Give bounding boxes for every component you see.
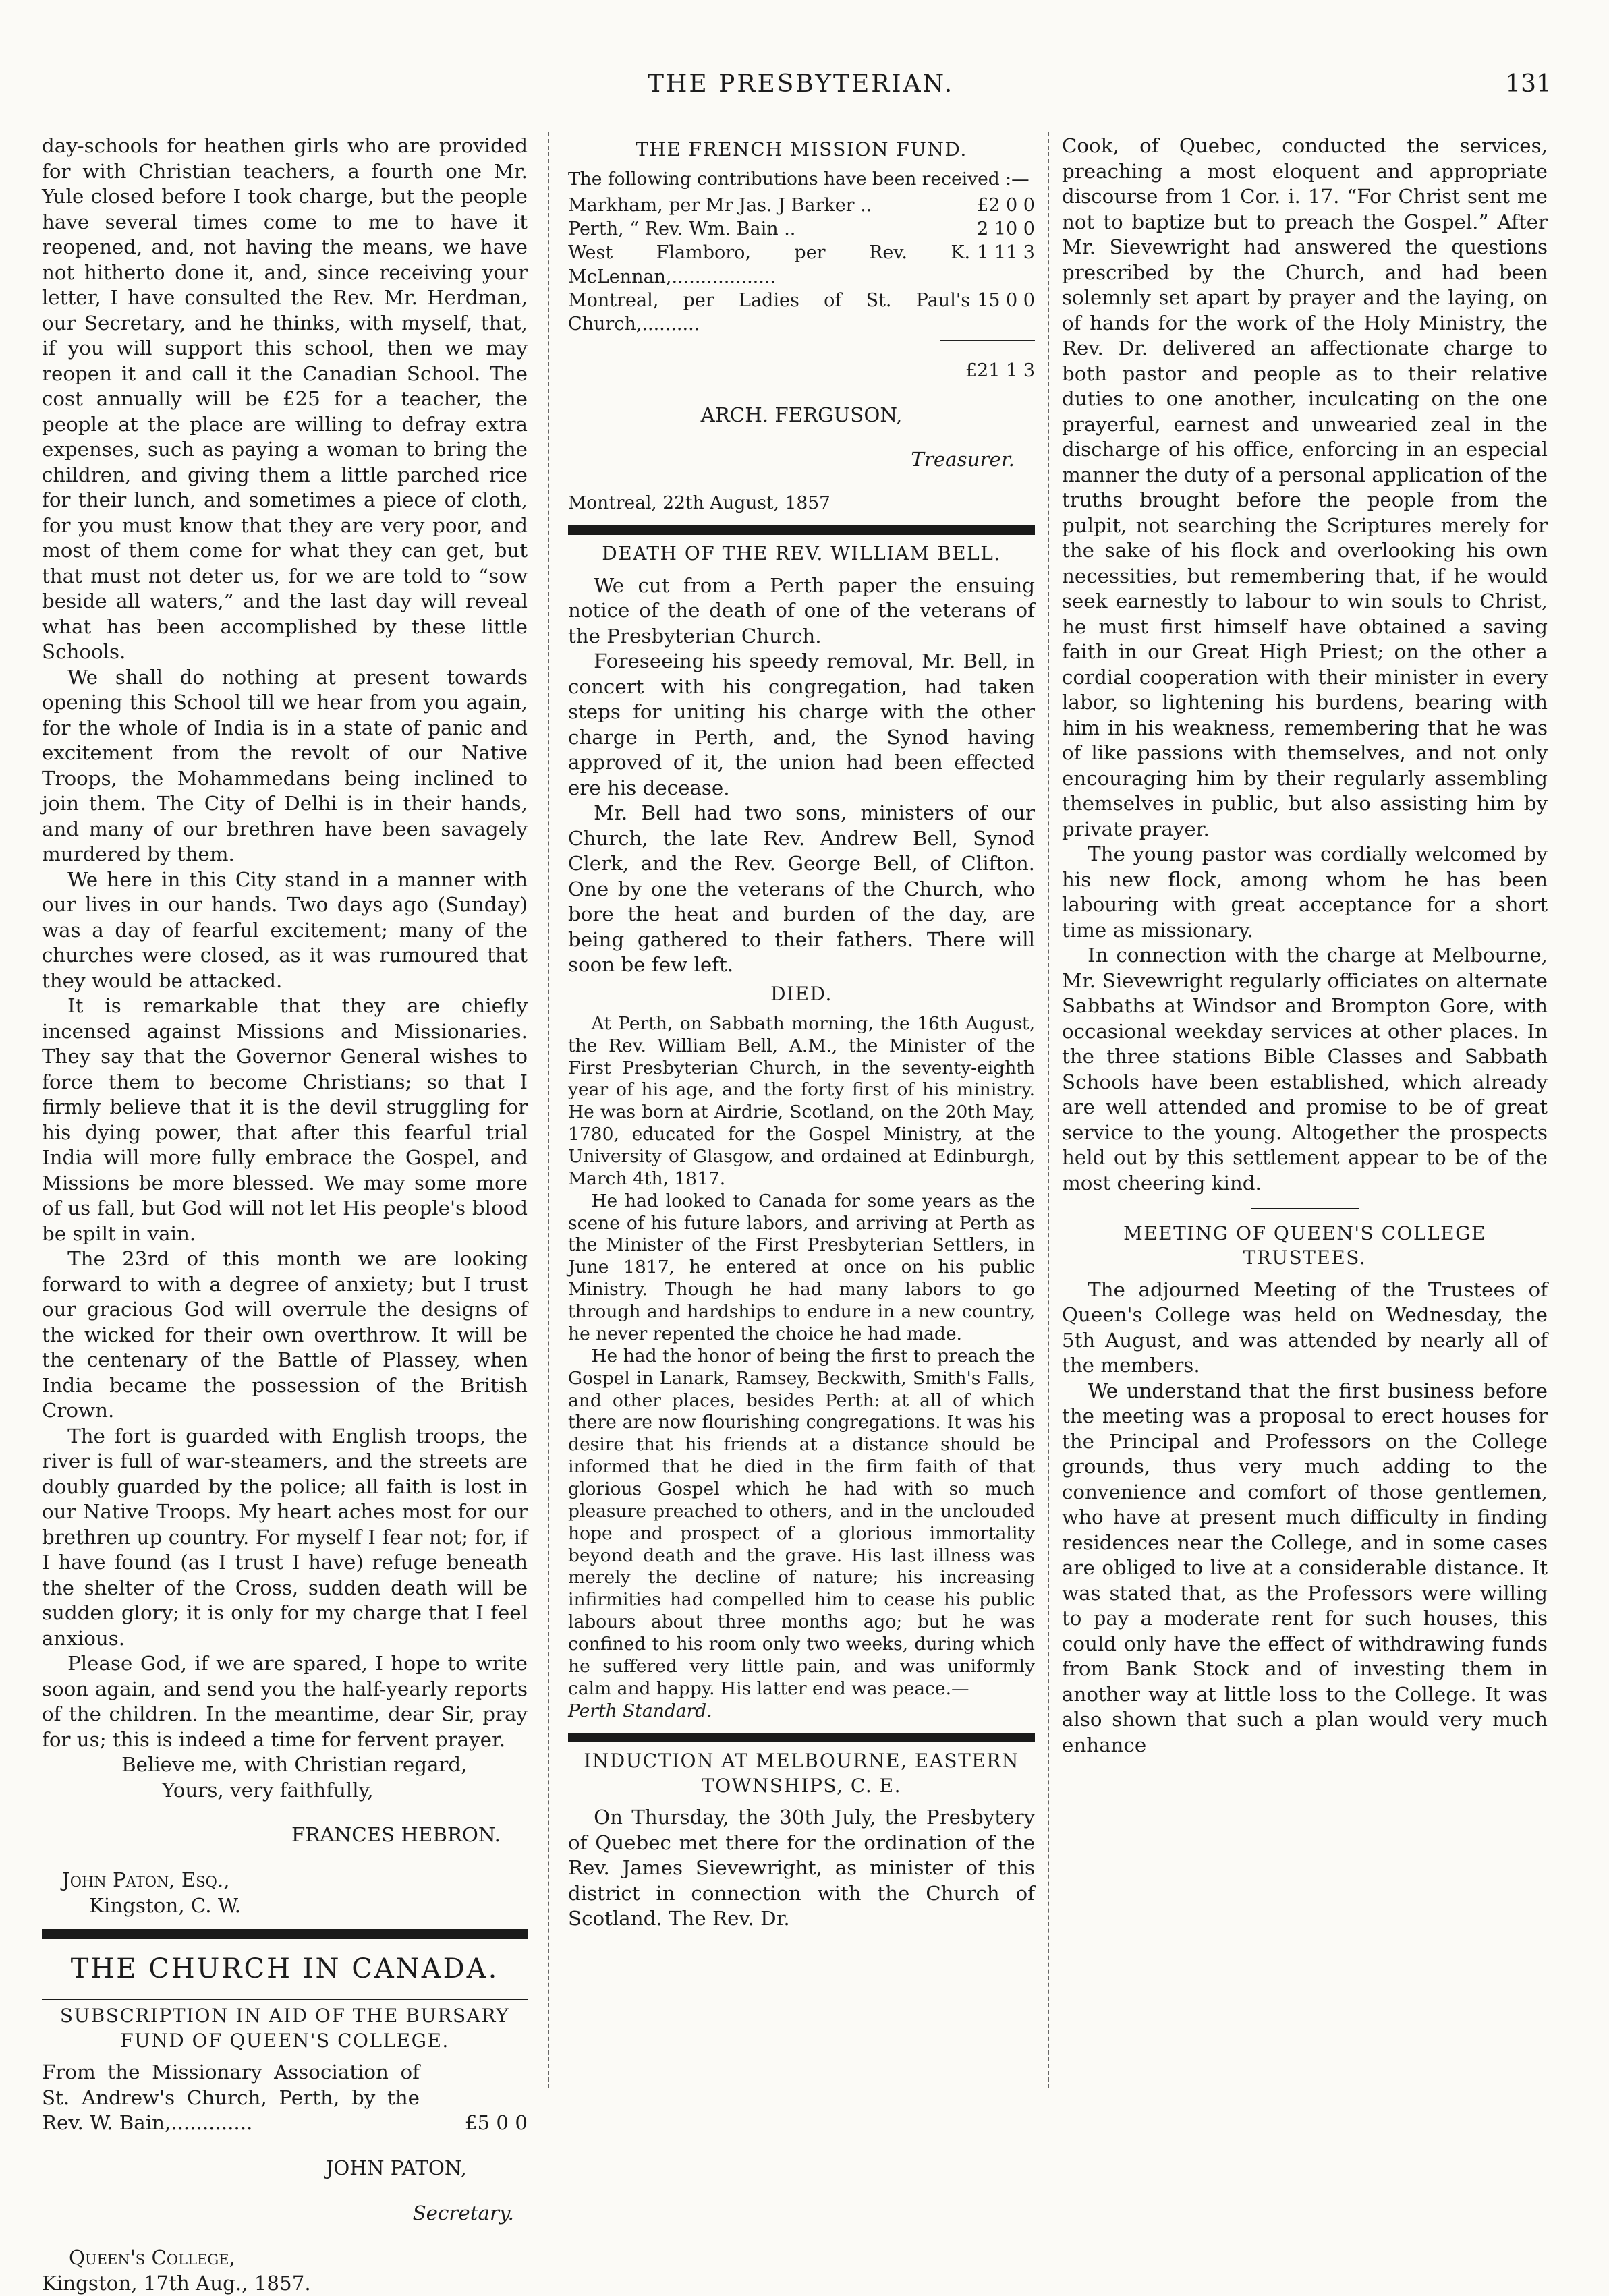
running-title: THE PRESBYTERIAN. [648, 70, 955, 98]
fund-intro: The following contributions have been received :— [568, 169, 1029, 190]
paragraph: We cut from a Perth paper the ensuing notice of the death of one of the veterans of the Presbyterian Church. [568, 573, 1035, 648]
induction-heading: INDUCTION AT MELBOURNE, EASTERN TOWNSHIPS, C. E. [584, 1750, 1019, 1797]
section-rule [1251, 1208, 1359, 1209]
addressee: John Paton, Esq., [62, 1868, 230, 1892]
paragraph: At Perth, on Sabbath morning, the 16th August, the Rev. William Bell, A.M., the Minister of the First Presbyterian Church, in the seventy-eighth year of his age, and the forty first of his ministry. He was born at Airdrie, Scotland, on the 20th May, 1780, educated for the Gospel Ministry, at the University of Glasgow, and ordained at Edinburgh, March 4th, 1817. [568, 1012, 1035, 1189]
paragraph: He had looked to Canada for some years as the scene of his future labors, and arriving at Perth as the Minister of the First Presbyterian Settlers, in June 1817, he entered at once on his public Ministry. Though he had many labors to go through and hardships to endure in a new country, he never repented the choice he had made. [568, 1190, 1035, 1344]
list-item: Montreal, per Ladies of St. Paul's Church,.......... 15 0 0 [568, 289, 1035, 335]
paragraph: day-schools for heathen girls who are provided for with Christian teachers, a fourth one Mr. Yule closed before I took charge, but the people have several times come to me to have it reopened, and, not having the means, we have not hitherto done it, and, since receiving your letter, I have consulted the Rev. Mr. Herdman, our Secretary, and he thinks, with myself, that, if you will support this school, then we may reopen it and call it the Canadian School. The cost annually will be £25 for a teacher, the people at the place are willing to defray extra expenses, such as paying a woman to bring the children, and giving them a little parched rice for their lunch, and sometimes a piece of cloth, for you must know that they are very poor, and most of them come for what they can get, but that must not deter us, for we are told to “sow beside all waters,” and the last day will reveal what has been accomplished by these little Schools. [42, 134, 528, 663]
column-divider [1048, 132, 1049, 2088]
paragraph: We understand that the first business before the meeting was a proposal to erect houses for the Principal and Professors on the College grounds, thus very much adding to the convenience and comfort of those gentlemen, who have at present much difficulty in finding residences near the College, and in some cases are obliged to live at a considerable distance. It was stated that, as the Professors were willing to pay a moderate rent for such houses, this could only have the effect of withdrawing funds from Bank Stock and of investing them in another way at little loss to the College. It was also shown that such a plan would very much enhance [1062, 1379, 1548, 1756]
paragraph: Mr. Bell had two sons, ministers of our Church, the late Rev. Andrew Bell, Synod Clerk, and the Rev. George Bell, of Clifton. One by one the veterans of the Church, who bore the heat and burden of the day, are being gathered to their fathers. There will soon be few left. [568, 801, 1035, 976]
section-heading: THE CHURCH IN CANADA. [70, 1953, 499, 1985]
fund-date: Montreal, 22th August, 1857 [568, 492, 830, 514]
letter-closing: Believe me, with Christian regard, [121, 1753, 468, 1776]
treasurer-name: ARCH. FERGUSON, [700, 403, 903, 426]
list-item: Perth, “ Rev. Wm. Bain .. 2 10 0 [568, 219, 1035, 240]
letter-signature: FRANCES HEBRON. [291, 1823, 501, 1847]
section-rule [568, 525, 1035, 535]
column-divider [548, 132, 549, 2088]
paragraph: The adjourned Meeting of the Trustees of Queen's College was held on Wednesday, the 5th August, and was attended by nearly all of the members. [1062, 1278, 1548, 1377]
paragraph: The young pastor was cordially welcomed by his new flock, among whom he has been labouring with great acceptance for a short time as missionary. [1062, 842, 1548, 942]
sub-heading: SUBSCRIPTION IN AID OF THE BURSARY FUND OF QUEEN'S COLLEGE. [59, 2005, 510, 2052]
section-rule [42, 1999, 528, 2000]
list-item: West Flamboro, per Rev. K. McLennan,.................. 1 11 3 [568, 242, 1035, 287]
letter-closing-2: Yours, very faithfully, [162, 1778, 374, 1802]
column-2 [568, 134, 1035, 2076]
meeting-heading: MEETING OF QUEEN'S COLLEGE TRUSTEES. [1123, 1222, 1486, 1269]
paragraph: The fort is guarded with English troops, the river is full of war-steamers, and the streets are doubly guarded by the police; all faith is lost in our Native Troops. My heart aches most for our brethren up country. For myself I fear not; for, if I have found (as I trust I have) refuge beneath the shelter of the Cross, sudden death will be sudden glory; it is only for my charge that I feel anxious. [42, 1424, 528, 1650]
dateline-place: Queen's College, [69, 2246, 235, 2270]
paragraph: Foreseeing his speedy removal, Mr. Bell, in concert with his congregation, had taken steps for uniting his charge with the other charge in Perth, and, the Synod having approved of it, the union had been effected ere his decease. [568, 650, 1035, 799]
sub-signature-title: Secretary. [412, 2201, 514, 2225]
column-1 [42, 134, 528, 2295]
paragraph: On Thursday, the 30th July, the Presbytery of Quebec met there for the ordination of the Rev. James Sievewright, as minister of this district in connection with the Church of Scotland. The Rev. Dr. [568, 1806, 1035, 1930]
sub-signature: JOHN PATON, [325, 2156, 467, 2179]
paragraph: Please God, if we are spared, I hope to write soon again, and send you the half-yearly reports of the children. In the meantime, dear Sir, pray for us; this is indeed a time for fervent prayer. [42, 1652, 528, 1751]
paragraph: It is remarkable that they are chiefly incensed against Missions and Missionaries. They say that the Governor General wishes to force them to become Christians; so that I firmly believe that it is the devil struggling for his dying power, that after this fearful trial India will more fully embrace the Gospel, and Missions be more blessed. We may some more of us fall, but God will not let His people's blood be spilt in vain. [42, 994, 528, 1245]
section-rule [42, 1929, 528, 1939]
subscription-amount: £5 0 0 [464, 2111, 528, 2135]
running-head [0, 70, 1609, 111]
fund-heading: THE FRENCH MISSION FUND. [636, 138, 967, 161]
section-rule [568, 1733, 1035, 1742]
death-heading: DEATH OF THE REV. WILLIAM BELL. [602, 542, 1001, 565]
list-item: Markham, per Mr Jas. J Barker .. £2 0 0 [568, 195, 1035, 217]
contributions-list [568, 194, 1035, 336]
addressee-place: Kingston, C. W. [89, 1893, 242, 1917]
paragraph: Cook, of Quebec, conducted the services, preaching a most eloquent and appropriate discourse from 1 Cor. i. 17. “For Christ sent me not to baptize but to preach the Gospel.” After Mr. Sievewright had answered the questions prescribed by the Church, and had been solemnly set apart by prayer and the laying, on of hands for the work of the Holy Ministry, the Rev. Dr. delivered an affectionate charge to both pastor and people as to their relative duties to one another, inculcating on the one prayerful, earnest and unwearied zeal in the discharge of his office, enforcing in an especial manner the duty of a personal application of the truths brought before the people from the pulpit, not searching the Scriptures merely for the sake of his flock and overlooking his own necessities, but remembering that, if he would seek earnestly to labour to win souls to Christ, he must first himself have obtained a saving faith in our Great High Priest; on the other a cordial cooperation with their minister in every labor, so lightening his burdens, bearing with him in his weakness, remembering that he was of like passions with themselves, and not only encouraging him by their regularly assembling themselves in public, but also assisting him by private prayer. [1062, 134, 1548, 840]
paragraph: We shall do nothing at present towards opening this School till we hear from you again, for the whole of India is in a state of panic and excitement from the revolt of our Native Troops, the Mohammedans being inclined to join them. The City of Delhi is in their hands, and many of our brethren have been savagely murdered by them. [42, 665, 528, 865]
page-number: 131 [1505, 70, 1552, 98]
column-3 [1062, 134, 1548, 2076]
subscription-text: From the Missionary Association of St. Andrew's Church, Perth, by the Rev. W. Bain,............. [42, 2061, 420, 2135]
dateline: Kingston, 17th Aug., 1857. [42, 2271, 311, 2295]
paragraph: He had the honor of being the first to preach the Gospel in Lanark, Ramsey, Beckwith, Smith's Falls, and other places, besides Perth: at all of which there are now flourishing congregations. It was his desire that his friends at a distance should be informed that he died in the firm faith of that glorious Gospel which he had with so much pleasure preached to others, and in the unclouded hope and prospect of a glorious immortality beyond death and the grave. His last illness was merely the decline of nature; his increasing infirmities had compelled him to cease his public labours about three months ago; but he was confined to his room only two weeks, during which he suffered very little pain, and was uniformly calm and happy. His latter end was peace.— [568, 1345, 1035, 1699]
treasurer-title: Treasurer. [911, 448, 1015, 471]
paragraph: The 23rd of this month we are looking forward to with a degree of anxiety; but I trust our gracious God will overrule the designs of the wicked for their own overthrow. It will be the centenary of the Battle of Plassey, when India became the possession of the British Crown. [42, 1247, 528, 1422]
died-heading: DIED. [770, 982, 832, 1005]
died-source: Perth Standard. [568, 1700, 712, 1721]
paragraph: In connection with the charge at Melbourne, Mr. Sievewright regularly officiates on alternate Sabbaths at Windsor and Brompton Gore, with occasional weekday services at other places. In the three stations Bible Classes and Sabbath Schools have been established, which already are well attended and promise to be of great service to the young. Altogether the prospects held out by this settlement appear to be of the most cheering kind. [1062, 944, 1548, 1195]
fund-total: £21 1 3 [965, 360, 1035, 381]
paragraph: We here in this City stand in a manner with our lives in our hands. Two days ago (Sunday) was a day of fearful excitement; many of the churches were closed, as it was rumoured that they would be attacked. [42, 867, 528, 992]
